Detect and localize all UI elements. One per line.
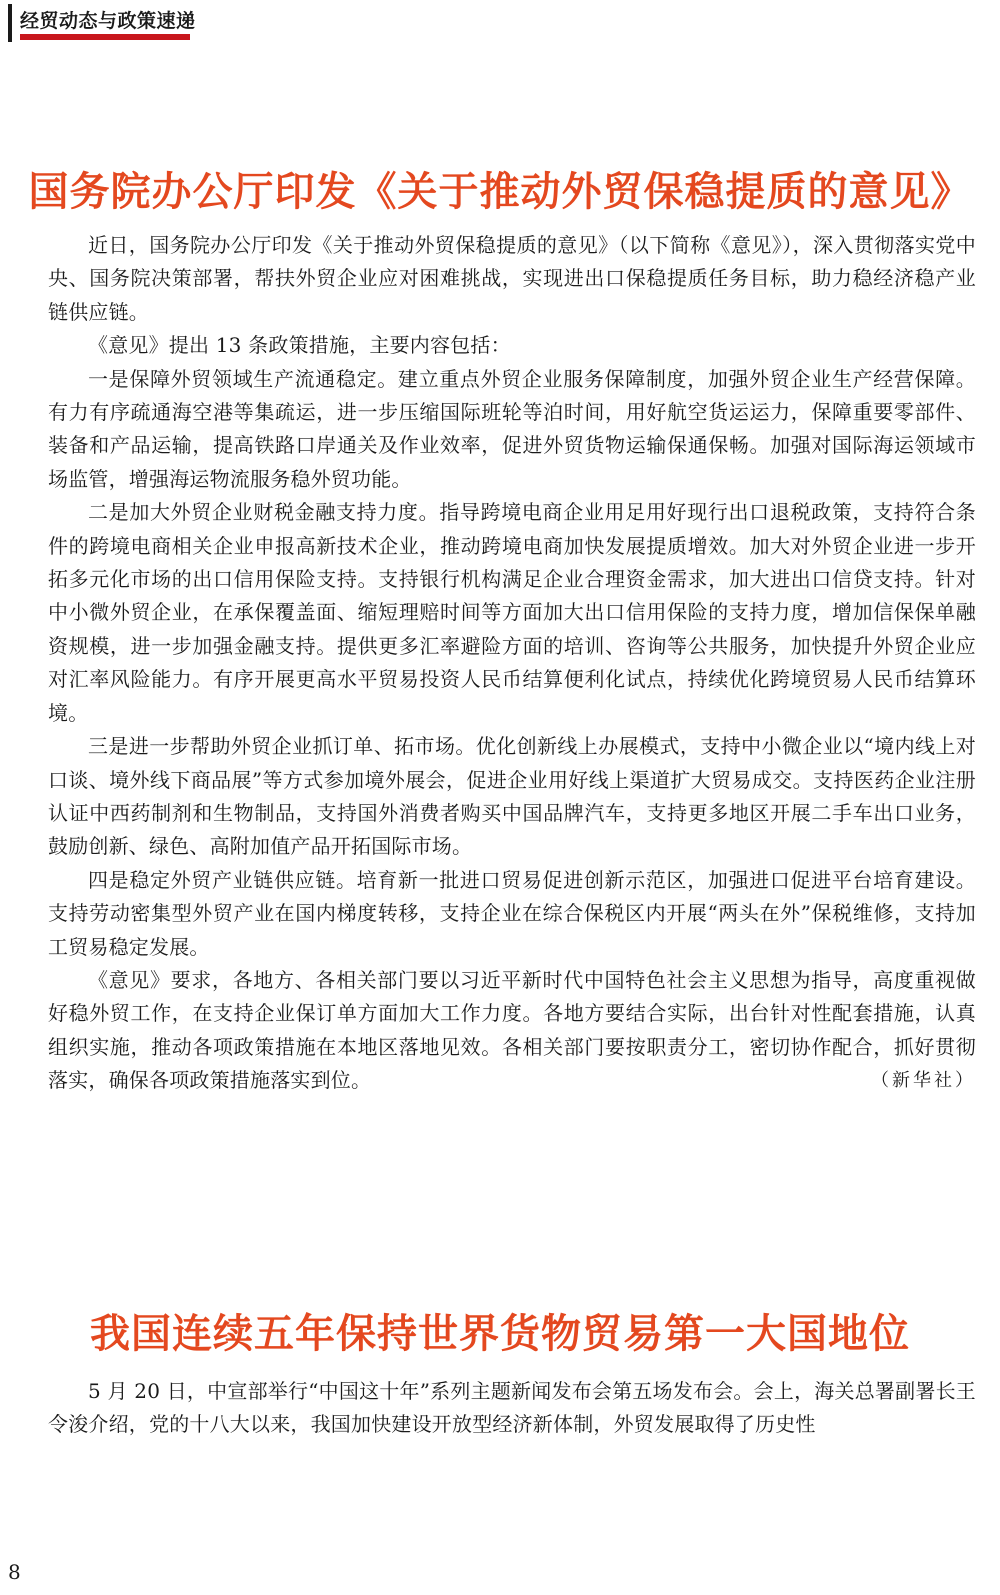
article1-paragraph — [48, 964, 976, 1098]
article1-paragraph: 《意见》提出 13 条政策措施，主要内容包括： — [88, 333, 511, 358]
article1-closing-text: 《意见》要求，各地方、各相关部门要以习近平新时代中国特色社会主义思想为指导，高度重视做好稳外贸工作，在支持企业保订单方面加大工作力度。各地方要结合实际，出台针对性配套措施，认真组织实施，推动各项政策措施在本地区落地见效。各相关部门要按职责分工，密切协作配合，抓好贯彻落实，确保各项政策措施落实到位。 — [48, 967, 976, 1093]
header-bar — [8, 4, 12, 42]
article2-title: 我国连续五年保持世界货物贸易第一大国地位 — [90, 1311, 910, 1357]
article1-body — [48, 229, 976, 1098]
page-number: 8 — [8, 1560, 21, 1584]
article1-paragraph: 一是保障外贸领域生产流通稳定。建立重点外贸企业服务保障制度，加强外贸企业生产经营保障。有力有序疏通海空港等集疏运，进一步压缩国际班轮等泊时间，用好航空货运运力，保障重要零部件、装备和产品运输，提高铁路口岸通关及作业效率，促进外贸货物运输保通保畅。加强对国际海运领域市场监管，增强海运物流服务稳外贸功能。 — [48, 366, 976, 491]
source-credit: （新华社） — [871, 1070, 976, 1092]
article2-body — [48, 1375, 976, 1442]
article1-paragraph: 三是进一步帮助外贸企业抓订单、拓市场。优化创新线上办展模式，支持中小微企业以“境内线上对口谈、境外线下商品展”等方式参加境外展会，促进企业用好线上渠道扩大贸易成交。支持医药企业注册认证中西药制剂和生物制品，支持国外消费者购买中国品牌汽车，支持更多地区开展二手车出口业务，鼓励创新、绿色、高附加值产品开拓国际市场。 — [48, 734, 976, 859]
section-label: 经贸动态与政策速递 — [20, 10, 196, 32]
article1-paragraph: 四是稳定外贸产业链供应链。培育新一批进口贸易促进创新示范区，加强进口促进平台培育建设。支持劳动密集型外贸产业在国内梯度转移，支持企业在综合保税区内开展“两头在外”保税维修，支持加工贸易稳定发展。 — [48, 867, 976, 959]
article1-title: 国务院办公厅印发《关于推动外贸保稳提质的意见》 — [28, 169, 972, 215]
article1-paragraph: 近日，国务院办公厅印发《关于推动外贸保稳提质的意见》（以下简称《意见》），深入贯彻落实党中央、国务院决策部署，帮扶外贸企业应对困难挑战，实现进出口保稳提质任务目标，助力稳经济稳产业链供应链。 — [48, 233, 976, 324]
article2-paragraph: 5 月 20 日，中宣部举行“中国这十年”系列主题新闻发布会第五场发布会。会上，海关总署副署长王令浚介绍，党的十八大以来，我国加快建设开放型经济新体制，外贸发展取得了历史性 — [48, 1379, 976, 1437]
article1-paragraph: 二是加大外贸企业财税金融支持力度。指导跨境电商企业用足用好现行出口退税政策，支持符合条件的跨境电商相关企业申报高新技术企业，推动跨境电商加快发展提质增效。加大对外贸企业进一步开拓多元化市场的出口信用保险支持。支持银行机构满足企业合理资金需求，加大进出口信贷支持。针对中小微外贸企业，在承保覆盖面、缩短理赔时间等方面加大出口信用保险的支持力度，增加信保保单融资规模，进一步加强金融支持。提供更多汇率避险方面的培训、咨询等公共服务，加快提升外贸企业应对汇率风险能力。有序开展更高水平贸易投资人民币结算便利化试点，持续优化跨境贸易人民币结算环境。 — [48, 500, 976, 725]
section-header — [8, 4, 196, 42]
header-underline — [20, 34, 190, 40]
